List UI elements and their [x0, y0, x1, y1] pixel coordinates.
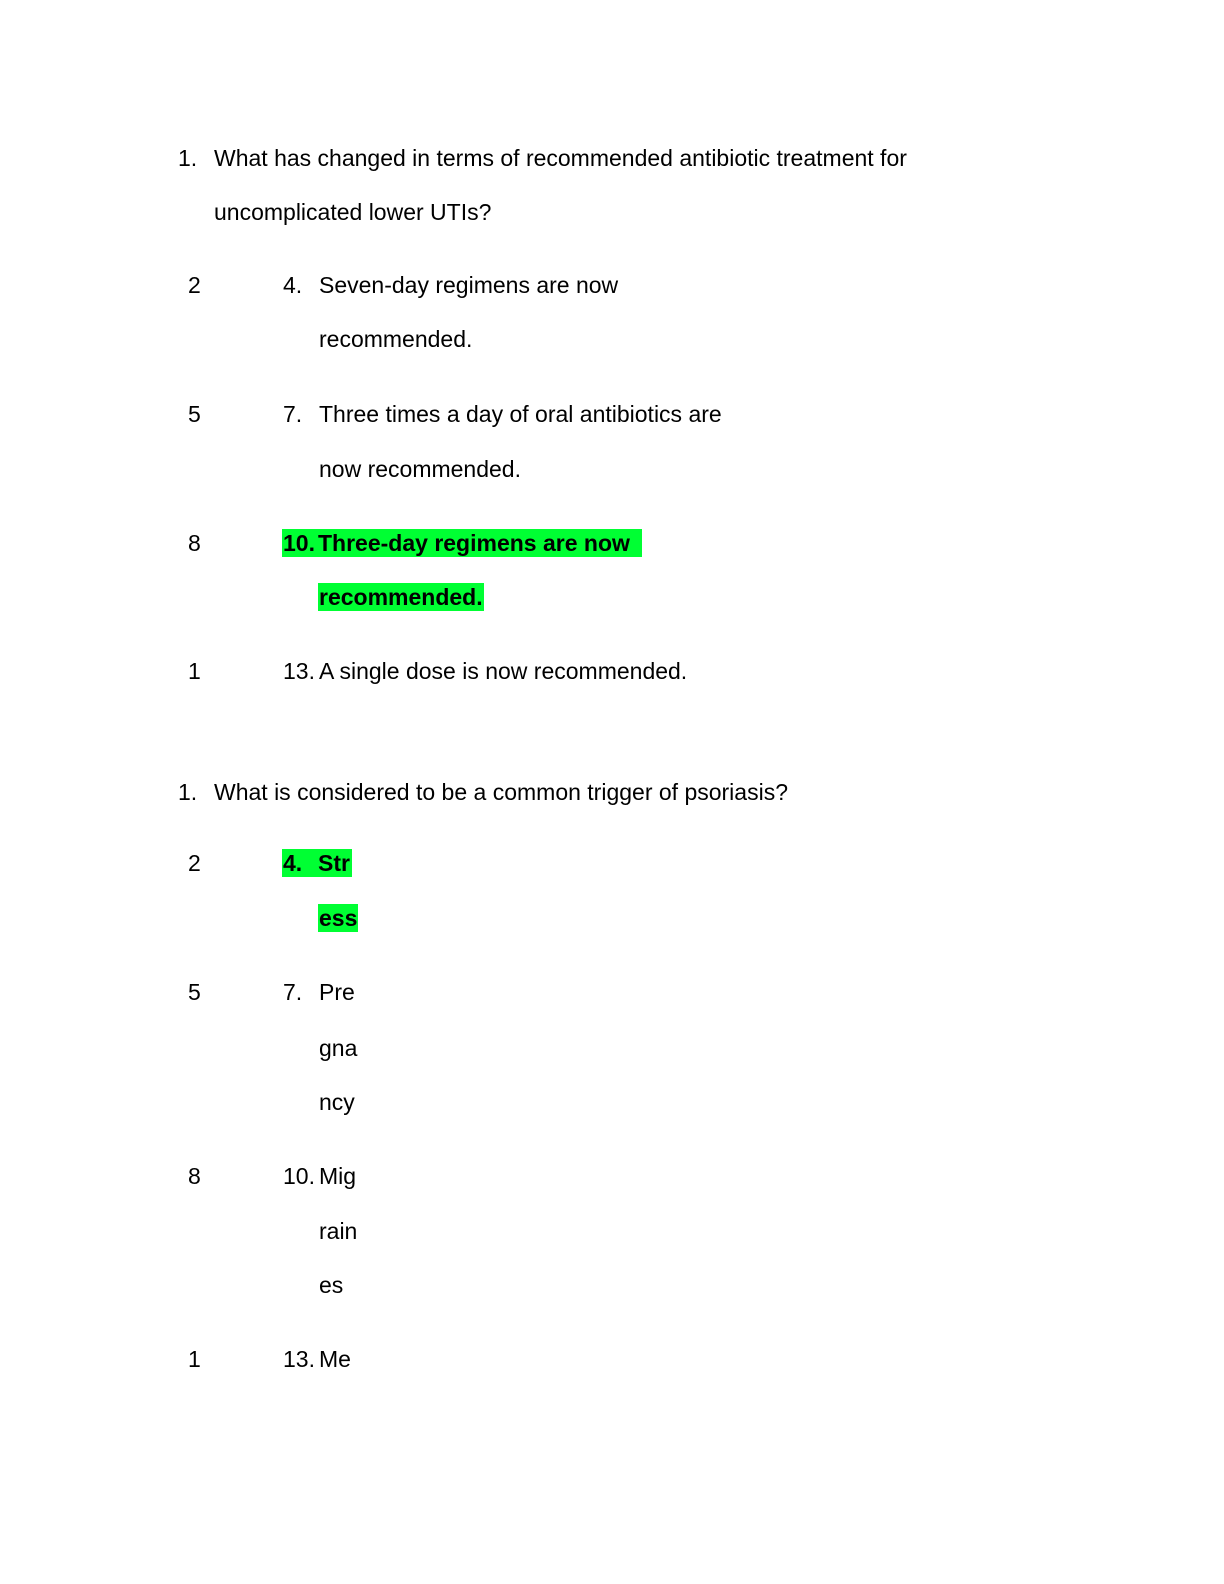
option-text-line: Seven-day regimens are now: [319, 272, 619, 298]
clipped-list-marker: 2: [188, 272, 201, 298]
option-highlight-line: [282, 529, 642, 557]
clipped-list-marker: 1: [188, 1346, 201, 1372]
option-text-line: Me: [319, 1346, 351, 1372]
option-number: 4.: [283, 850, 303, 876]
question-text-line: uncomplicated lower UTIs?: [214, 199, 492, 225]
option-text-line: now recommended.: [319, 456, 521, 482]
clipped-list-marker: 2: [188, 850, 201, 876]
clipped-list-marker: 8: [188, 1163, 201, 1189]
question-text-line: What is considered to be a common trigger of psoriasis?: [214, 779, 788, 805]
option-text-line: Str: [318, 850, 350, 876]
clipped-list-marker: 1: [188, 658, 201, 684]
option-text-line: Pre: [319, 979, 355, 1005]
question-number: 1.: [178, 779, 198, 805]
option-text-line: ncy: [319, 1089, 355, 1115]
option-text-line: recommended.: [319, 326, 473, 352]
option-text-line: Three-day regimens are now: [318, 530, 630, 556]
question-number: 1.: [178, 145, 198, 171]
option-text-line: es: [319, 1272, 344, 1298]
option-number: 10.: [283, 1163, 315, 1189]
option-text-line: gna: [319, 1035, 358, 1061]
clipped-list-marker: 8: [188, 530, 201, 556]
option-text-line: Three times a day of oral antibiotics are: [319, 401, 722, 427]
option-text-line: Mig: [319, 1163, 357, 1189]
clipped-list-marker: 5: [188, 401, 201, 427]
option-number: 7.: [283, 401, 303, 427]
option-number: 7.: [283, 979, 303, 1005]
option-number: 13.: [283, 1346, 315, 1372]
option-number: 10.: [283, 530, 315, 556]
option-number: 4.: [283, 272, 303, 298]
option-text-line: recommended.: [319, 584, 483, 610]
option-text-line: A single dose is now recommended.: [319, 658, 688, 684]
clipped-list-marker: 5: [188, 979, 201, 1005]
option-highlight-line: [282, 849, 352, 877]
option-text-line: ess: [319, 905, 358, 931]
question-text-line: What has changed in terms of recommended antibiotic treatment for: [214, 145, 907, 171]
option-text-line: rain: [319, 1218, 358, 1244]
option-number: 13.: [283, 658, 315, 684]
